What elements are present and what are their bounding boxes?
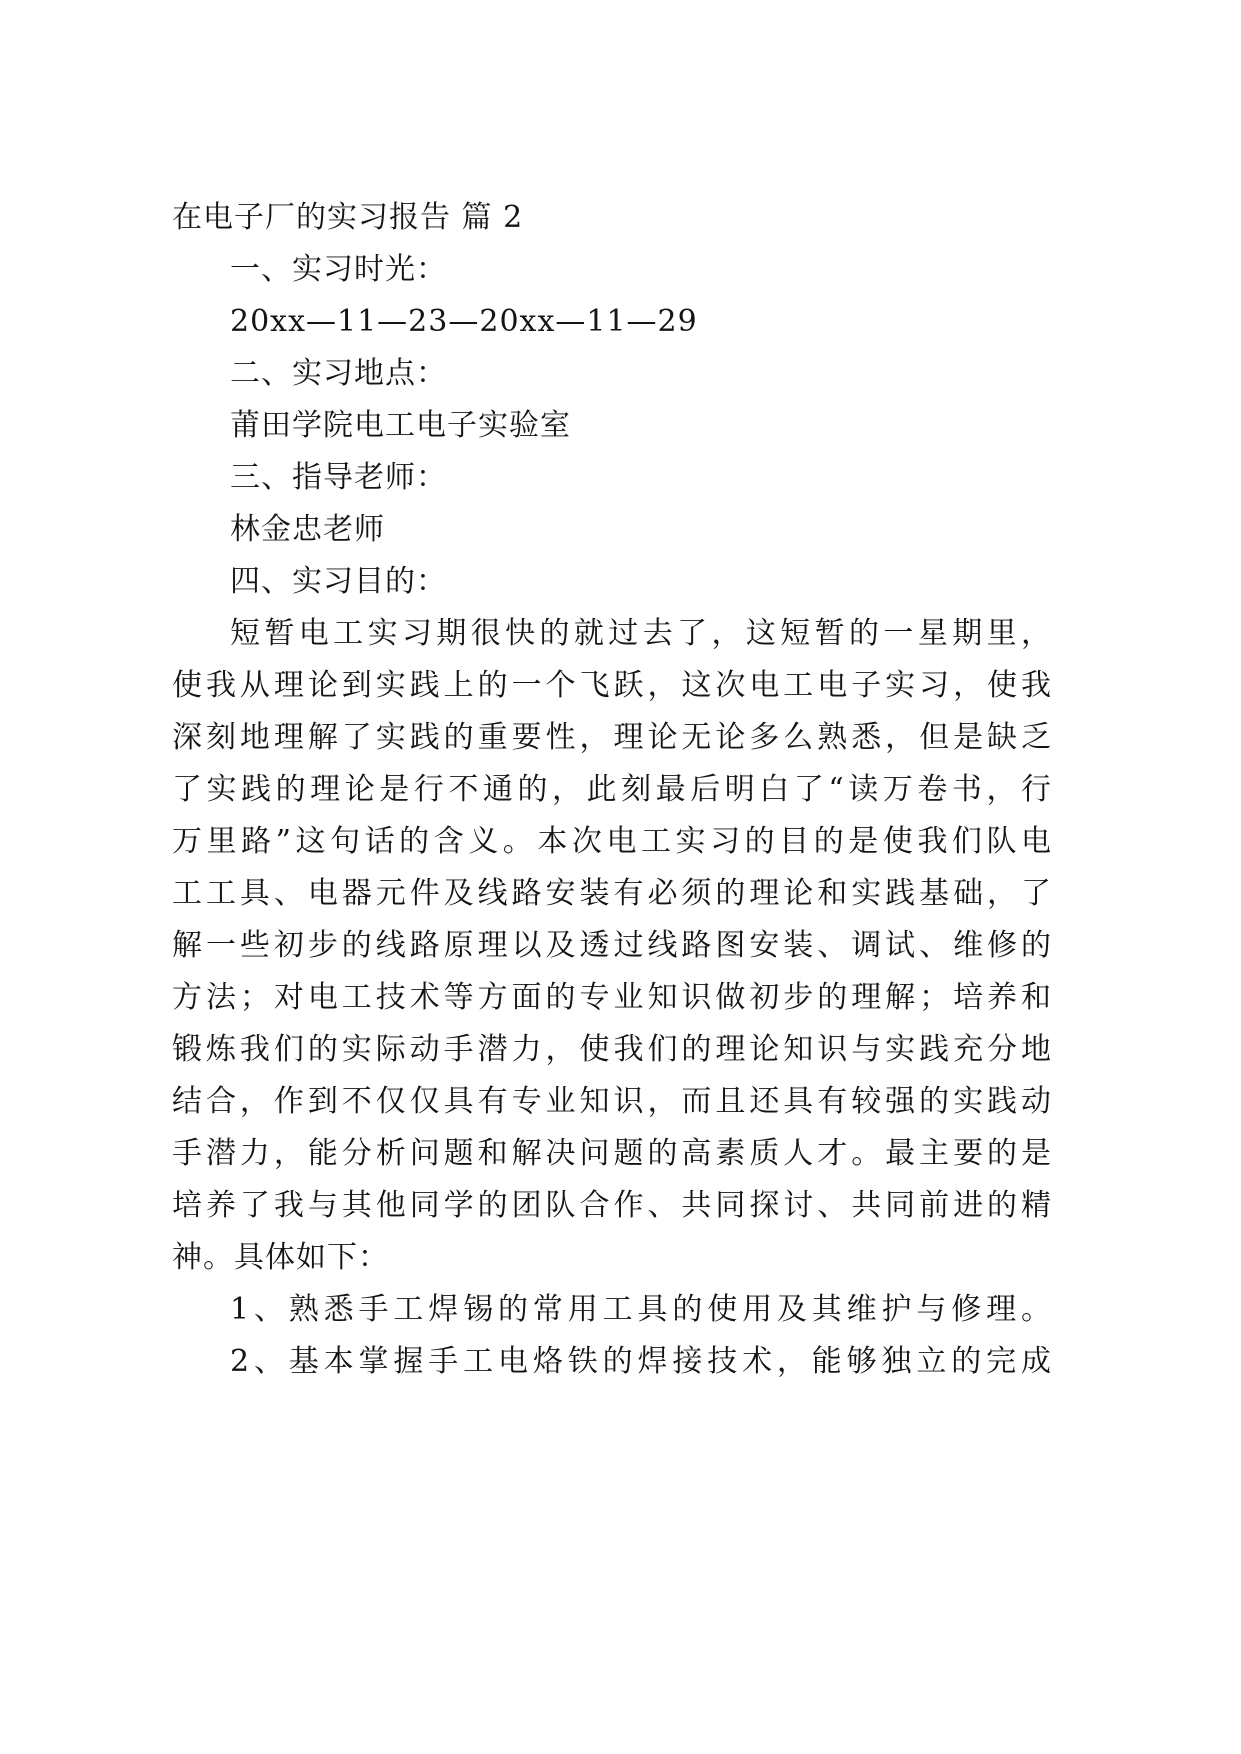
paragraph-line: 锻炼我们的实际动手潜力，使我们的理论知识与实践充分地 [172, 1032, 1052, 1067]
internship-time-value: 20xx—11—23—20xx—11—29 [230, 304, 698, 339]
section-heading-internship-time: 一、实习时光： [230, 252, 447, 287]
paragraph-line: 工工具、电器元件及线路安装有必须的理论和实践基础，了 [172, 876, 1052, 911]
document-body [172, 192, 1052, 1388]
section-heading-purpose: 四、实习目的： [230, 564, 447, 599]
paragraph-line: 万里路”这句话的含义。本次电工实习的目的是使我们队电 [172, 824, 1052, 859]
paragraph-line: 深刻地理解了实践的重要性，理论无论多么熟悉，但是缺乏 [172, 720, 1052, 755]
paragraph-line: 手潜力，能分析问题和解决问题的高素质人才。最主要的是 [172, 1136, 1052, 1171]
paragraph-line: 短暂电工实习期很快的就过去了，这短暂的一星期里， [230, 616, 1052, 651]
list-item: 1、熟悉手工焊锡的常用工具的使用及其维护与修理。 [230, 1292, 1052, 1327]
purpose-paragraph [172, 608, 1052, 1284]
paragraph-line: 方法；对电工技术等方面的专业知识做初步的理解；培养和 [172, 980, 1052, 1015]
list-item: 2、基本掌握手工电烙铁的焊接技术，能够独立的完成 [230, 1344, 1052, 1379]
section-heading-instructor: 三、指导老师： [230, 460, 447, 495]
section-heading-internship-location: 二、实习地点： [230, 356, 447, 391]
document-title: 在电子厂的实习报告 篇 2 [172, 200, 524, 235]
internship-location-value: 莆田学院电工电子实验室 [230, 408, 571, 443]
paragraph-line: 结合，作到不仅仅具有专业知识，而且还具有较强的实践动 [172, 1084, 1052, 1119]
paragraph-line: 了实践的理论是行不通的，此刻最后明白了“读万卷书，行 [172, 772, 1052, 807]
paragraph-line: 解一些初步的线路原理以及透过线路图安装、调试、维修的 [172, 928, 1052, 963]
instructor-value: 林金忠老师 [230, 512, 385, 547]
paragraph-line: 神。具体如下： [172, 1240, 389, 1275]
purpose-list [172, 1284, 1052, 1388]
paragraph-line: 使我从理论到实践上的一个飞跃，这次电工电子实习，使我 [172, 668, 1052, 703]
paragraph-line: 培养了我与其他同学的团队合作、共同探讨、共同前进的精 [172, 1188, 1052, 1223]
